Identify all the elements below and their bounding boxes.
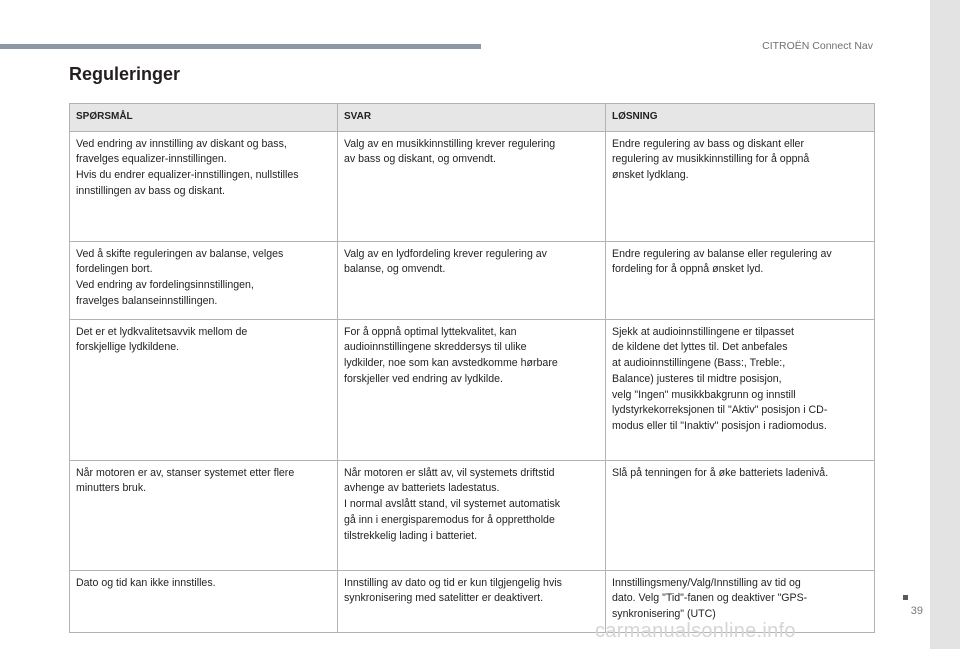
cell-answer: Valg av en lydfordeling krever regulering av balanse, og omvendt. — [338, 241, 606, 319]
page-number: 39 — [910, 605, 923, 617]
table-row — [70, 241, 875, 319]
header-answer: SVAR — [338, 104, 606, 132]
cell-question: Dato og tid kan ikke innstilles. — [70, 570, 338, 632]
header-solution: LØSNING — [606, 104, 875, 132]
table-row — [70, 319, 875, 460]
page-title: Reguleringer — [69, 64, 181, 84]
header-question: SPØRSMÅL — [70, 104, 338, 132]
cell-answer: Valg av en musikkinnstilling krever regulering av bass og diskant, og omvendt. — [338, 131, 606, 241]
cell-question: Når motoren er av, stanser systemet etter flere minutters bruk. — [70, 460, 338, 570]
table-row — [70, 460, 875, 570]
continuation-marker — [903, 595, 908, 600]
cell-answer: For å oppnå optimal lyttekvalitet, kan audioinnstillingene skreddersys til ulike lydkilder, noe som kan avstedkomme hørbare forskjeller ved endring av lydkilde. — [338, 319, 606, 460]
cell-question: Ved å skifte reguleringen av balanse, velges fordelingen bort. Ved endring av fordelingsinnstillingen, fravelges balanseinnstillingen. — [70, 241, 338, 319]
side-band — [930, 0, 960, 649]
table-header-row — [70, 104, 875, 132]
cell-question: Det er et lydkvalitetsavvik mellom de forskjellige lydkildene. — [70, 319, 338, 460]
brand-label: CITROËN Connect Nav — [762, 40, 873, 52]
cell-solution: Innstillingsmeny/Valg/Innstilling av tid og dato. Velg "Tid"-fanen og deaktiver "GPS- synkronisering" (UTC) — [606, 570, 875, 632]
cell-solution: Slå på tenningen for å øke batteriets ladenivå. — [606, 460, 875, 570]
cell-solution: Sjekk at audioinnstillingene er tilpasset de kildene det lyttes til. Det anbefales at audioinnstillingene (Bass:, Treble:, Balance) justeres til midtre posisjon, velg "Ingen" musikkbakgrunn og innstill lydstyrkekorreksjonen til "Aktiv" posisjon i CD- modus eller til "Inaktiv" posisjon i radiomodus. — [606, 319, 875, 460]
table-row — [70, 131, 875, 241]
faq-table — [69, 103, 875, 633]
cell-answer: Når motoren er slått av, vil systemets driftstid avhenge av batteriets ladestatus. I normal avslått stand, vil systemet automatisk gå inn i energisparemodus for å opprettholde tilstrekkelig lading i batteriet. — [338, 460, 606, 570]
header-rule — [0, 44, 481, 49]
watermark: carmanualsonline.info — [595, 620, 796, 642]
cell-question: Ved endring av innstilling av diskant og bass, fravelges equalizer-innstillingen. Hvis du endrer equalizer-innstillingen, nullstilles innstillingen av bass og diskant. — [70, 131, 338, 241]
cell-answer: Innstilling av dato og tid er kun tilgjengelig hvis synkronisering med satelitter er deaktivert. — [338, 570, 606, 632]
cell-solution: Endre regulering av balanse eller regulering av fordeling for å oppnå ønsket lyd. — [606, 241, 875, 319]
cell-solution: Endre regulering av bass og diskant eller regulering av musikkinnstilling for å oppnå ønsket lydklang. — [606, 131, 875, 241]
